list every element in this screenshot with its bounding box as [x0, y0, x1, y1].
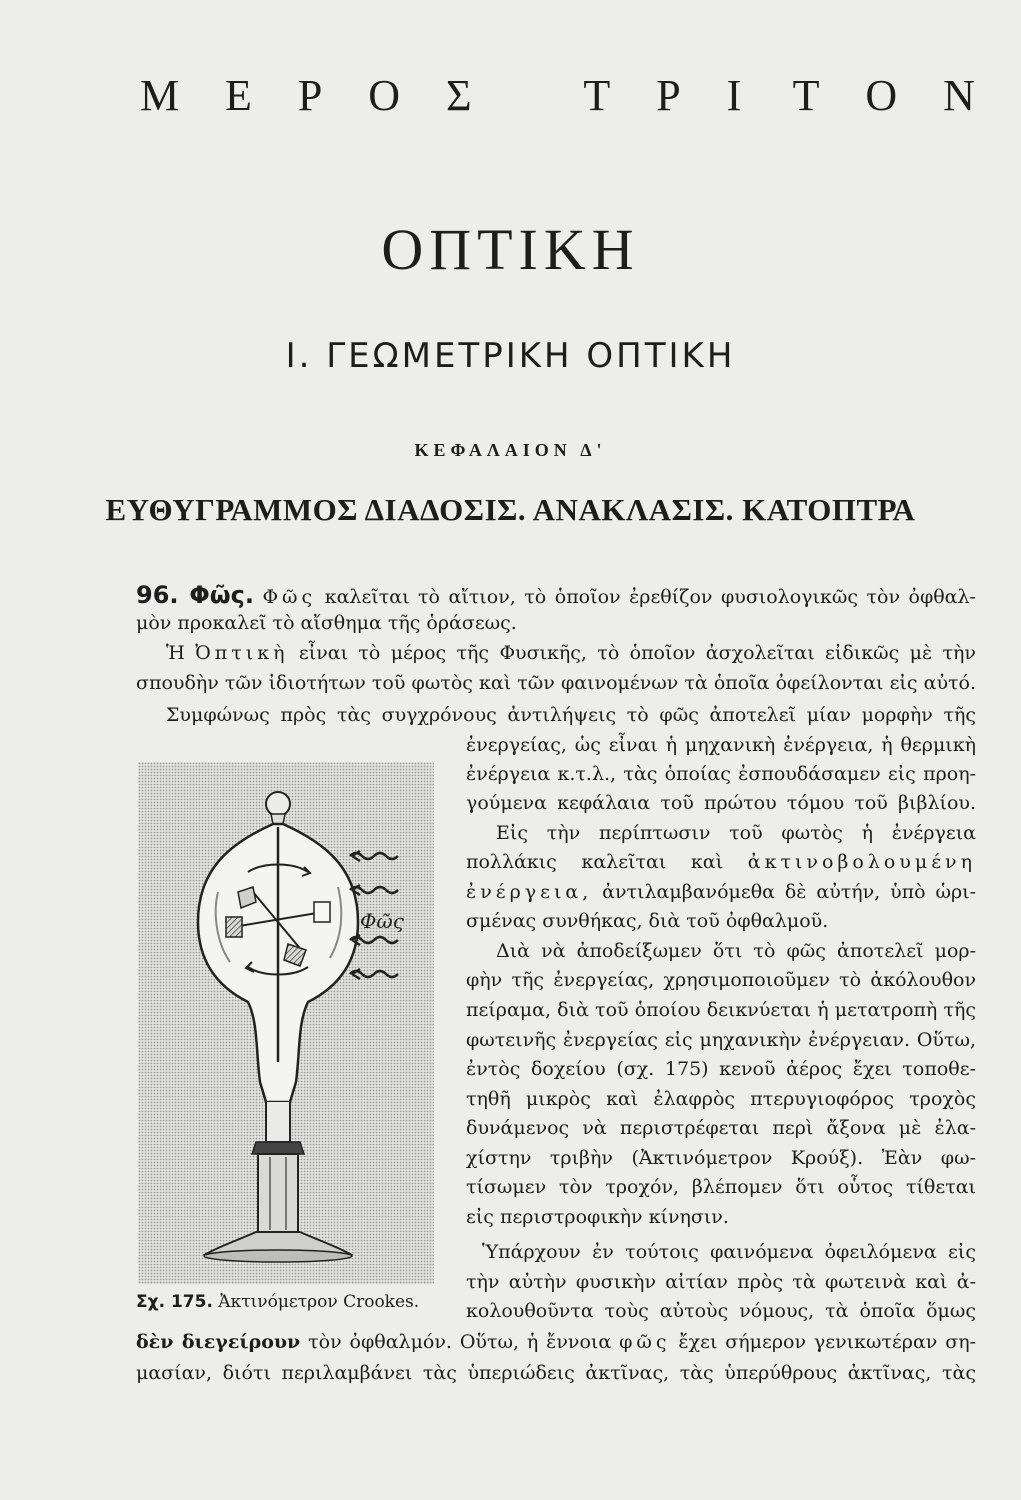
vane-light	[314, 902, 330, 922]
para-radiant-rest: ἀντιλαμβανόμεθα δὲ αὐτήν, ὑπὸ ὡρι-	[602, 881, 976, 903]
para-radiant-start: πολλάκις καλεῖται καὶ	[466, 851, 724, 873]
para-other-line-4	[136, 1330, 976, 1355]
light-label: Φῶς	[360, 909, 404, 933]
para-other-line-5: μασίαν, διότι περιλαμβάνει τὰς ὑπεριώδεις ἀκτῖνας, τὰς ὑπερύθρους ἀκτῖνας, τὰς	[136, 1362, 976, 1384]
term-light: Φῶς	[262, 586, 317, 608]
part-title-letter: Σ	[445, 71, 472, 120]
para-radiant-line-4: σμένας συνθήκας, διὰ τοῦ ὀφθαλμοῦ.	[466, 910, 829, 932]
para-energy-line-4: γούμενα κεφάλαια τοῦ πρώτου τόμου τοῦ βιβλίου.	[466, 792, 976, 814]
chapter-label: ΚΕΦΑΛΑΙΟΝ Δ'	[414, 440, 607, 460]
para-other-line-2: τὴν αὐτὴν φυσικὴν αἰτίαν πρὸς τὰ φωτεινὰ καὶ ἀ-	[466, 1271, 976, 1293]
vane-dark	[226, 917, 242, 937]
part-title	[140, 70, 975, 121]
crookes-radiometer-figure	[138, 762, 434, 1284]
part-title-letter: Ι	[726, 71, 742, 120]
chapter-title: ΕΥΘΥΓΡΑΜΜΟΣ ΔΙΑΔΟΣΙΣ. ΑΝΑΚΛΑΣΙΣ. ΚΑΤΟΠΤΡΑ	[105, 492, 916, 527]
part-title-letter: Τ	[792, 71, 820, 120]
radiometer-stand	[258, 1154, 298, 1232]
para-96-line-1-text: καλεῖται τὸ αἴτιον, τὸ ὁποῖον ἐρεθίζον φυσιολογικῶς τὸν ὀφθαλ-	[324, 586, 976, 608]
para-other-line-4-b: τὸν ὀφθαλμόν. Οὕτω, ἡ ἔννοια	[300, 1331, 620, 1353]
para-96-line-2: μὸν προκαλεῖ τὸ αἴσθημα τῆς ὁράσεως.	[136, 612, 517, 634]
para-experiment-line: τηθῆ μικρὸς καὶ ἐλαφρὸς πτερυγιοφόρος τροχὸς	[466, 1088, 976, 1110]
para-optics-line-1	[166, 641, 976, 666]
para-other-line-1: Ὑπάρχουν ἐν τούτοις φαινόμενα ὀφειλόμενα εἰς	[482, 1241, 976, 1263]
para-radiant-line-3	[466, 880, 976, 905]
part-title-letter: Ε	[225, 71, 252, 120]
part-title-letter: Ρ	[297, 71, 323, 120]
para-energy-line-3: ἐνέργεια κ.τ.λ., τὰς ὁποίας ἐσπουδάσαμεν εἰς προη-	[466, 763, 976, 785]
para-optics-start: Ἡ	[166, 642, 196, 664]
para-experiment-line: Διὰ νὰ ἀποδείξωμεν ὅτι τὸ φῶς ἀποτελεῖ μορ-	[496, 940, 976, 962]
part-title-letter: Τ	[583, 71, 611, 120]
para-experiment-line: δυνάμενος νὰ περιστρέφεται περὶ ἄξονα μὲ ἐλα-	[466, 1117, 976, 1139]
section-title: Ι. ΓΕΩΜΕΤΡΙΚΗ ΟΠΤΙΚΗ	[285, 336, 736, 376]
emphasis-not-excite: δὲν διεγείρουν	[136, 1331, 301, 1353]
caption-text: Ἀκτινόμετρον Crookes.	[212, 1292, 420, 1312]
part-title-letter: Ρ	[656, 71, 681, 120]
caption-number: Σχ. 175.	[136, 1292, 213, 1312]
part-title-letter: Ο	[368, 71, 401, 120]
para-experiment-line: φὴν τῆς ἐνεργείας, χρησιμοποιοῦμεν τὸ ἀκόλουθον	[466, 969, 976, 991]
para-experiment-line: ἐντὸς δοχείου (σχ. 175) κενοῦ ἀέρος ἔχει τοποθε-	[466, 1058, 976, 1080]
para-experiment-line: εἰς περιστροφικὴν κίνησιν.	[466, 1206, 729, 1228]
paragraph-number: 96. Φῶς.	[136, 581, 254, 609]
figure-caption	[136, 1292, 466, 1312]
part-title-letter	[518, 70, 538, 121]
term-optics: Ὀπτικὴ	[195, 642, 289, 664]
para-other-line-3: κολουθοῦντα τοὺς αὐτοὺς νόμους, τὰ ὁποῖα ὅμως	[466, 1300, 976, 1322]
term-light-2: φῶς	[619, 1331, 671, 1353]
para-radiant-line-2	[466, 850, 976, 875]
para-optics-rest: εἶναι τὸ μέρος τῆς Φυσικῆς, τὸ ὁποῖον ἀσχολεῖται εἰδικῶς μὲ τὴν	[288, 642, 976, 664]
para-energy-line-1: Συμφώνως πρὸς τὰς συγχρόνους ἀντιλήψεις τὸ φῶς ἀποτελεῖ μίαν μορφὴν τῆς	[166, 704, 976, 726]
part-title-letter: Ν	[943, 71, 975, 120]
para-radiant-line-1: Εἰς τὴν περίπτωσιν τοῦ φωτὸς ἡ ἐνέργεια	[496, 822, 976, 844]
para-other-line-4-c: ἔχει σήμερον γενικωτέραν ση-	[670, 1331, 976, 1353]
para-experiment-line: τίσωμεν τὸν τροχόν, βλέπομεν ὅτι οὗτος τίθεται	[466, 1176, 976, 1198]
radiometer-knob	[266, 792, 290, 816]
term-energy: ἐνέργεια,	[466, 881, 593, 903]
term-radiant: ἀκτινοβολουμένη	[747, 851, 976, 873]
para-optics-line-2: σπουδὴν τῶν ἰδιοτήτων τοῦ φωτὸς καὶ τῶν φαινομένων τὰ ὁποῖα ὀφείλονται εἰς αὐτό.	[136, 672, 976, 694]
para-96-line-1	[136, 583, 976, 610]
para-experiment-line: πείραμα, διὰ τοῦ ὁποίου δεικνύεται ἡ μετατροπὴ τῆς	[466, 999, 976, 1021]
part-title-letter: Ο	[865, 71, 898, 120]
para-experiment-line: φωτεινῆς ἐνεργείας εἰς μηχανικὴν ἐνέργειαν. Οὕτω,	[466, 1029, 976, 1051]
para-experiment-line: χίστην τριβὴν (Ἀκτινόμετρον Κρούξ). Ἐὰν φω-	[466, 1147, 976, 1169]
part-title-letter: Μ	[140, 71, 180, 120]
main-title: ΟΠΤΙΚΗ	[381, 217, 640, 282]
para-energy-line-2: ἐνεργείας, ὡς εἶναι ἡ μηχανικὴ ἐνέργεια, ἡ θερμικὴ	[466, 734, 976, 756]
